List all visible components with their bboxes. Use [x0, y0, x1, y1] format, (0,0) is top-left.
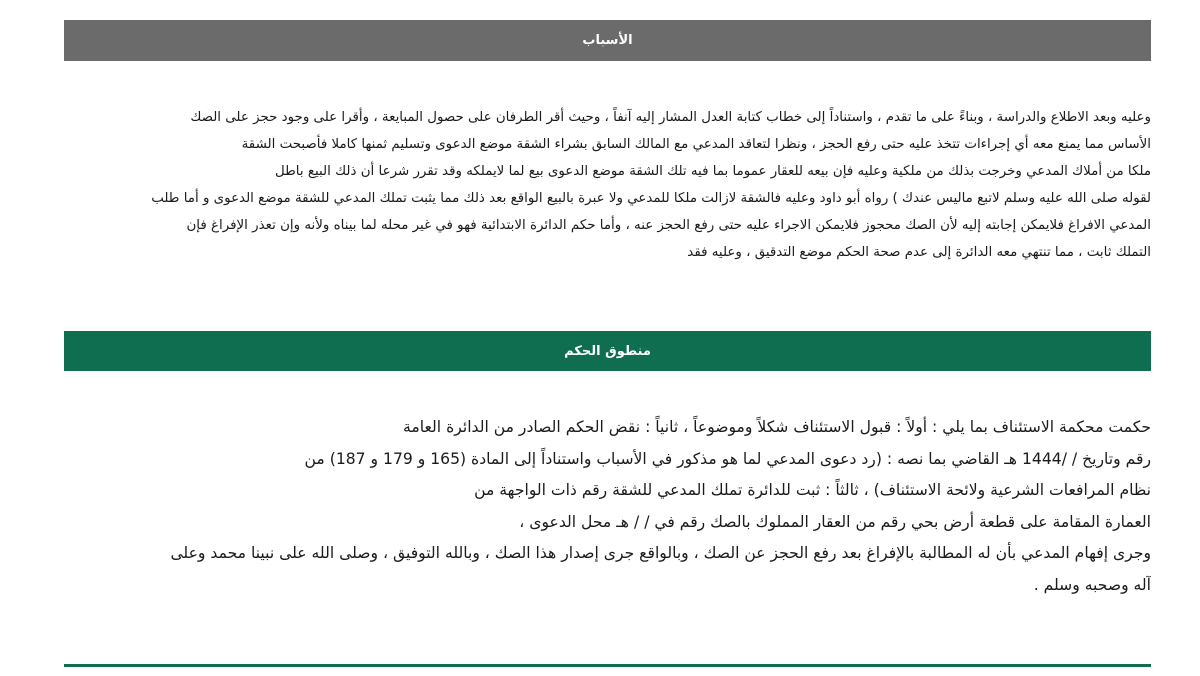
verdict-line: رقم وتاريخ / /1444 هـ القاضي بما نصه : (رد دعوى المدعي لما هو مذكور في الأسباب واستناداً إلى المادة (165 و 179 و 187) من [304, 449, 1151, 468]
verdict-section-title: منطوق الحكم [564, 343, 651, 359]
reasons-line: ملكا من أملاك المدعي وخرجت بذلك من ملكية وعليه فإن بيعه للعقار عموما بما فيه تلك الشقة موضع الدعوى بيع لما لايملكه وقد تقرر شرعا أن ذلك البيع باطل [274, 164, 1151, 179]
verdict-line: العمارة المقامة على قطعة أرض بحي رقم من العقار المملوك بالصك رقم في / / هـ محل الدعوى ، [519, 512, 1151, 531]
verdict-line: آله وصحبه وسلم . [1033, 575, 1151, 594]
verdict-paragraph [64, 412, 1151, 601]
reasons-line: التملك ثابت ، مما تنتهي معه الدائرة إلى عدم صحة الحكم موضع التدقيق ، وعليه فقد [687, 245, 1151, 260]
verdict-line: وجرى إفهام المدعي بأن له المطالبة بالإفراغ بعد رفع الحجز عن الصك ، وبالواقع جرى إصدار هذا الصك ، وبالله التوفيق ، وصلى الله على نبينا محمد وعلى [170, 544, 1151, 562]
reasons-paragraph [64, 104, 1151, 266]
verdict-line: نظام المرافعات الشرعية ولائحة الاستئناف) ، ثالثاً : ثبت للدائرة تملك المدعي للشقة رقم ذات الواجهة من [474, 481, 1151, 499]
reasons-line: الأساس مما يمنع معه أي إجراءات تتخذ عليه حتى رفع الحجز ، ونظرا لتعاقد المدعي مع المالك السابق بشراء الشقة موضع الدعوى وتسليم ثمنها كاملا فأصبحت الشقة [241, 137, 1151, 152]
reasons-line: المدعي الافراغ فلايمكن إجابته إليه لأن الصك محجوز فلايمكن الاجراء عليه حتى رفع الحجز عنه ، وأما حكم الدائرة الابتدائية فهو في غير محله لما بيناه ولأنه وإن تعذر الإفراغ فإن [186, 218, 1151, 233]
verdict-line: حكمت محكمة الاستئناف بما يلي : أولاً : قبول الاستئناف شكلاً وموضوعاً ، ثانياً : نقض الحكم الصادر من الدائرة العامة [403, 418, 1151, 436]
reasons-line: لقوله صلى الله عليه وسلم لاتبع ماليس عندك ) رواه أبو داود وعليه فالشقة لازالت ملكا للمدعي ولا عبرة بالبيع الواقع بعد ذلك مما يثبت تملك المدعي للشقة موضع الدعوى و أما طلب [151, 191, 1151, 206]
reasons-line: وعليه وبعد الاطلاع والدراسة ، وبناءً على ما تقدم ، واستناداً إلى خطاب كتابة العدل المشار إليه آنفاً ، وحيث أقر الطرفان على حصول المبايعة ، وأقرا على وجود حجز على الصك [190, 110, 1151, 125]
reasons-section-title: الأسباب [582, 33, 633, 48]
reasons-section-header [64, 20, 1151, 61]
bottom-divider [64, 664, 1151, 667]
verdict-section-header [64, 331, 1151, 371]
